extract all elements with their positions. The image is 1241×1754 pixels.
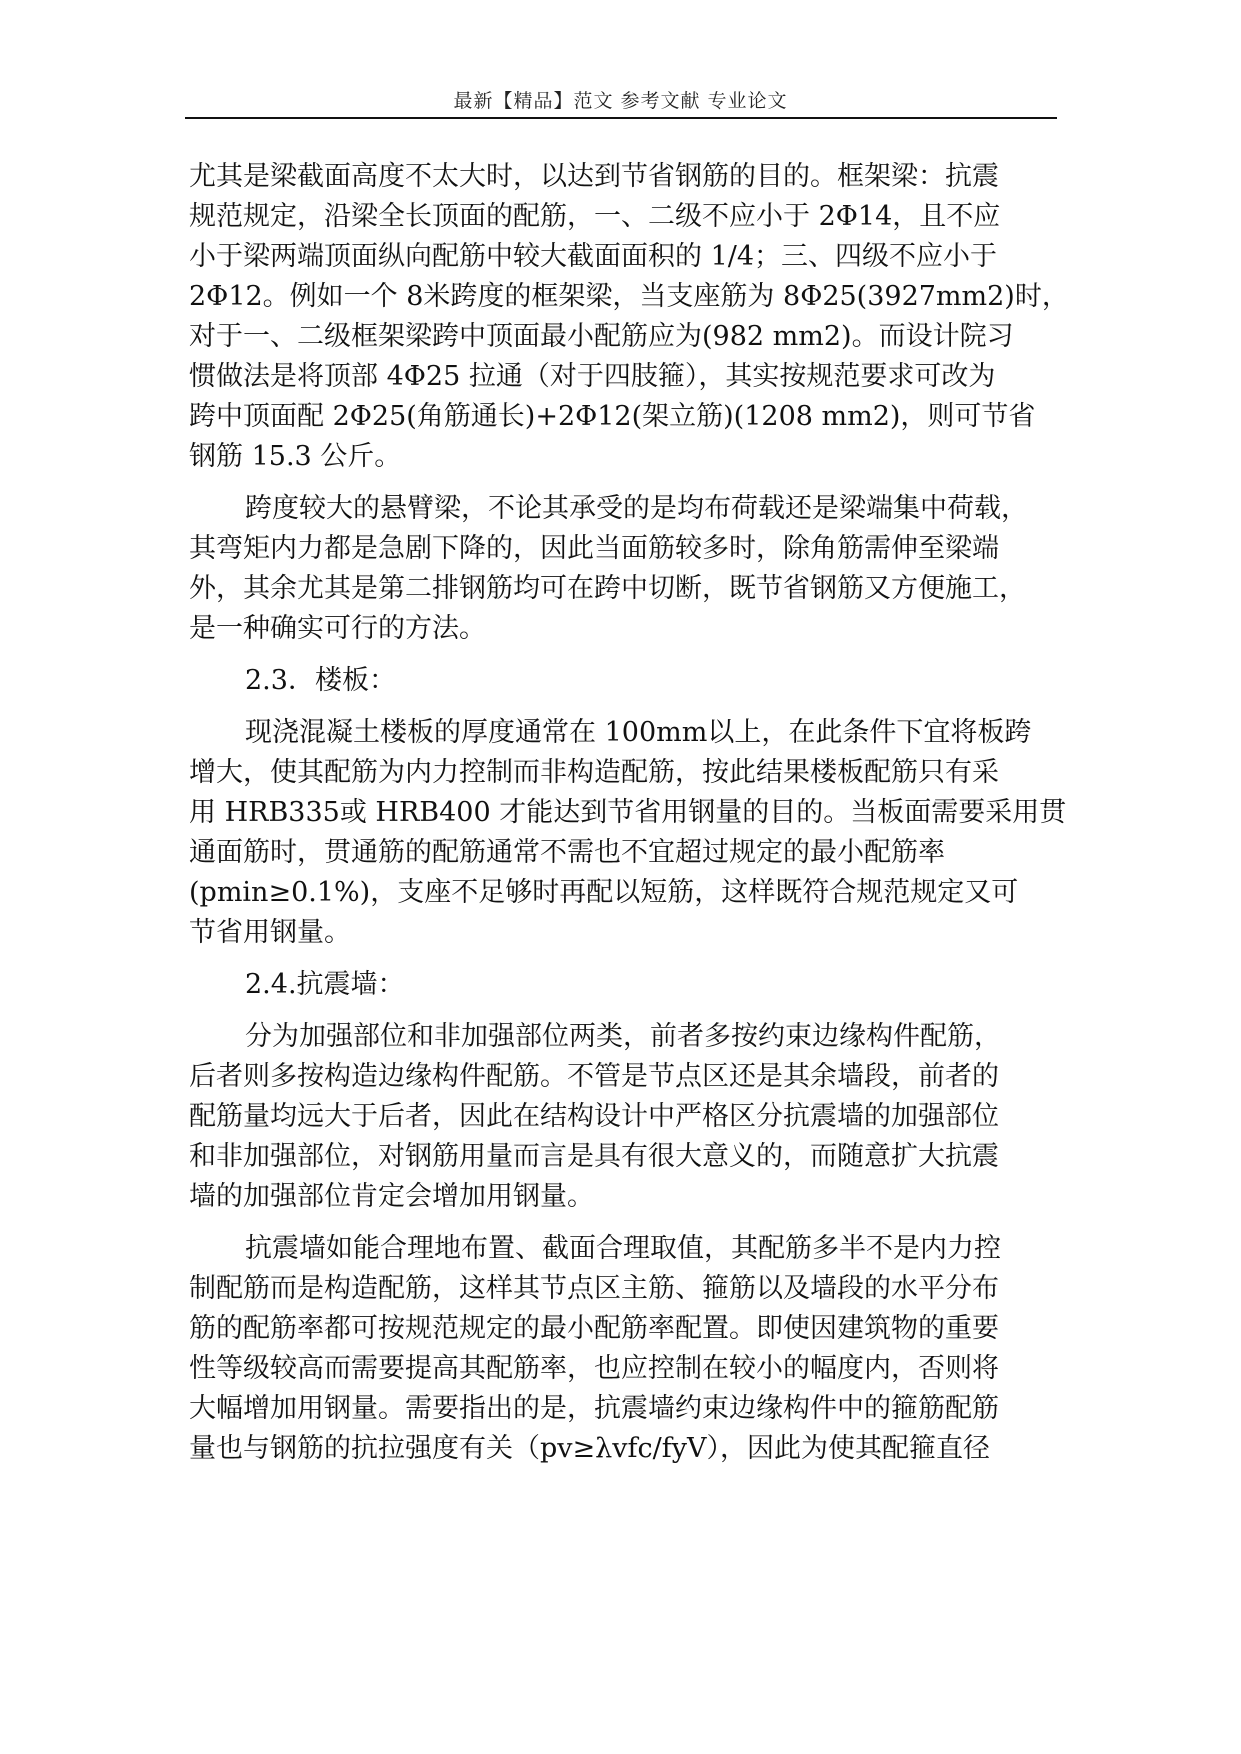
- text-line: 现浇混凝土楼板的厚度通常在 100mm以上，在此条件下宜将板跨: [245, 717, 1032, 748]
- text-line: 是一种确实可行的方法。: [189, 613, 486, 644]
- body-text: [189, 157, 1069, 1469]
- text-line: 后者则多按构造边缘构件配筋。不管是节点区还是其余墙段，前者的: [189, 1061, 999, 1092]
- text-line: 外，其余尤其是第二排钢筋均可在跨中切断，既节省钢筋又方便施工，: [189, 573, 1026, 604]
- text-line: 大幅增加用钢量。需要指出的是，抗震墙约束边缘构件中的箍筋配筋: [189, 1393, 999, 1424]
- text-line: 规范规定，沿梁全长顶面的配筋，一、二级不应小于 2Φ14，且不应: [189, 201, 1001, 232]
- text-line: 抗震墙如能合理地布置、截面合理取值，其配筋多半不是内力控: [245, 1233, 1001, 1264]
- text-line: 惯做法是将顶部 4Φ25 拉通（对于四肢箍），其实按规范要求可改为: [189, 361, 996, 392]
- paragraph-gap: [189, 953, 1057, 965]
- text-line: 跨度较大的悬臂梁，不论其承受的是均布荷载还是梁端集中荷载，: [245, 493, 1028, 524]
- paragraph: [189, 489, 1057, 649]
- text-line: 量也与钢筋的抗拉强度有关（pv≥λvfc/fyV），因此为使其配箍直径: [189, 1433, 990, 1464]
- section-heading: [189, 661, 1057, 701]
- text-line: 钢筋 15.3 公斤。: [189, 441, 402, 472]
- paragraph-gap: [189, 701, 1057, 713]
- text-line: 筋的配筋率都可按规范规定的最小配筋率配置。即使因建筑物的重要: [189, 1313, 999, 1344]
- text-line: 墙的加强部位肯定会增加用钢量。: [189, 1181, 594, 1212]
- paragraph-gap: [189, 649, 1057, 661]
- paragraph-gap: [189, 1217, 1057, 1229]
- text-line: 节省用钢量。: [189, 917, 351, 948]
- text-line: 跨中顶面配 2Φ25(角筋通长)+2Φ12(架立筋)(1208 mm2)，则可节省: [189, 401, 1036, 432]
- text-line: 对于一、二级框架梁跨中顶面最小配筋应为(982 mm2)。而设计院习: [189, 321, 1014, 352]
- text-line: 小于梁两端顶面纵向配筋中较大截面面积的 1/4；三、四级不应小于: [189, 241, 998, 272]
- text-line: 性等级较高而需要提高其配筋率，也应控制在较小的幅度内，否则将: [189, 1353, 999, 1384]
- paragraph-gap: [189, 477, 1057, 489]
- text-line: 尤其是梁截面高度不太大时，以达到节省钢筋的目的。框架梁：抗震: [189, 161, 999, 192]
- text-line: 用 HRB335或 HRB400 才能达到节省用钢量的目的。当板面需要采用贯: [189, 797, 1067, 828]
- paragraph: [189, 1017, 1057, 1217]
- paragraph-gap: [189, 1005, 1057, 1017]
- paragraph: [189, 157, 1069, 477]
- text-line: 制配筋而是构造配筋，这样其节点区主筋、箍筋以及墙段的水平分布: [189, 1273, 999, 1304]
- text-line: 分为加强部位和非加强部位两类，前者多按约束边缘构件配筋，: [245, 1021, 1001, 1052]
- page-header: 最新【精品】范文 参考文献 专业论文: [453, 90, 788, 112]
- text-line: (pmin≥0.1%)，支座不足够时再配以短筋，这样既符合规范规定又可: [189, 877, 1019, 908]
- header-divider: [185, 117, 1057, 119]
- text-line: 通面筋时，贯通筋的配筋通常不需也不宜超过规定的最小配筋率: [189, 837, 945, 868]
- section-heading: [189, 965, 1057, 1005]
- text-line: 2Φ12。例如一个 8米跨度的框架梁，当支座筋为 8Φ25(3927mm2)时，: [189, 281, 1069, 312]
- heading-line: 2.4.抗震墙：: [245, 969, 405, 1000]
- paragraph: [189, 1229, 1057, 1469]
- heading-line: 2.3．楼板：: [245, 665, 396, 696]
- text-line: 其弯矩内力都是急剧下降的，因此当面筋较多时，除角筋需伸至梁端: [189, 533, 999, 564]
- paragraph: [189, 713, 1067, 953]
- text-line: 和非加强部位，对钢筋用量而言是具有很大意义的，而随意扩大抗震: [189, 1141, 999, 1172]
- text-line: 增大，使其配筋为内力控制而非构造配筋，按此结果楼板配筋只有采: [189, 757, 999, 788]
- text-line: 配筋量均远大于后者，因此在结构设计中严格区分抗震墙的加强部位: [189, 1101, 999, 1132]
